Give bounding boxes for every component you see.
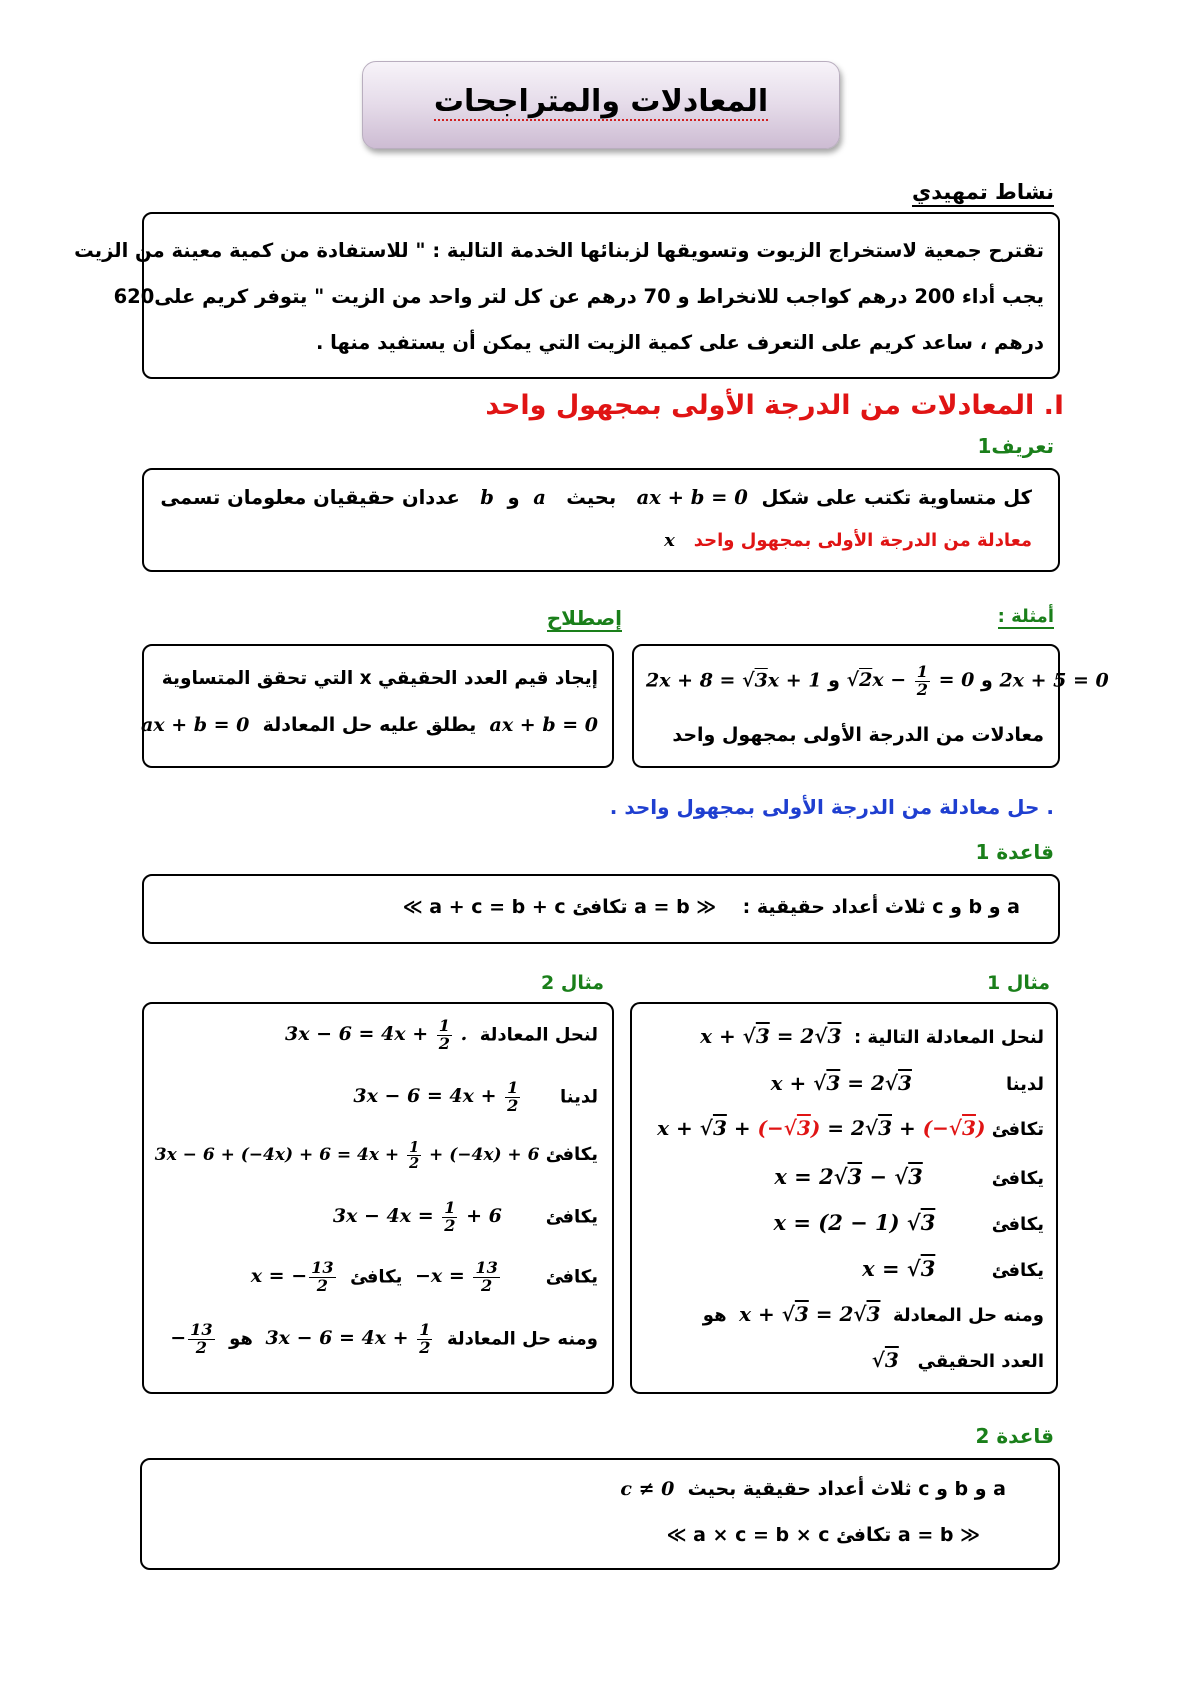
example2-row-6: ومنه حل المعادلة 3x − 6 = 4x + $\frac{1}{2}$ هو − $\frac{13}{2}$ (170, 1320, 598, 1357)
term-line-1: إيجاد قيم العدد الحقيقي x التي تحقق المتساوية (161, 668, 598, 689)
example2-row-1: لنحل المعادلة 3x − 6 = 4x + $\frac{1}{2}$ . (284, 1016, 598, 1053)
term-line-2 (141, 714, 598, 736)
definition-line-1 (160, 486, 1032, 509)
rule1-content (403, 896, 1020, 918)
definition-line-2 (664, 530, 1032, 551)
rule2-line-1: a و b و c ثلاث أعداد حقيقية بحيث c ≠ 0 (620, 1478, 1006, 1500)
term-label: إصطلاح (546, 606, 622, 630)
example2-box (142, 1002, 614, 1394)
definition-a: a (533, 486, 546, 509)
example1-row-7: ومنه حل المعادلة x + √3 = 2√3 هو (702, 1302, 1044, 1326)
definition-text: كل متساوية تكتب على شكل (761, 486, 1032, 509)
activity-box (74, 212, 1060, 379)
example2-row-3: يكافئ 3x − 6 + (−4x) + 6 = 4x + $\frac{1}{2}$ + (−4x) + 6 (154, 1139, 598, 1173)
example1-label: مثال 1 (987, 972, 1050, 994)
examples-caption: معادلات من الدرجة الأولى بمجهول واحد (672, 724, 1044, 746)
rule2-statement: ≪ a = b تكافئ a × c = b × c ≫ (666, 1524, 980, 1546)
example2-label: مثال 2 (541, 972, 604, 994)
title-banner (362, 61, 840, 149)
definition-b: b (480, 486, 494, 509)
term-equation-a: ax + b = 0 (489, 714, 598, 736)
definition-rest: عددان حقيقيان معلومان تسمى (160, 486, 460, 509)
definition-x: x (664, 530, 675, 551)
example1-row-1: لنحل المعادلة التالية : x + √3 = 2√3 (700, 1024, 1044, 1048)
activity-line-2: يجب أداء 200 درهم كواجب للانخراط و 70 درهم عن كل لتر واحد من الزيت " يتوفر كريم على620 (113, 285, 1044, 308)
activity-line-3: درهم ، ساعد كريم على التعرف على كمية الزيت التي يمكن أن يستفيد منها . (315, 331, 1044, 354)
rule2-box (140, 1458, 1060, 1570)
rule2-label: قاعدة 2 (975, 1424, 1054, 1448)
term-text: يطلق عليه حل المعادلة (262, 714, 477, 736)
rule1-box (142, 874, 1060, 944)
definition-where: بحيث (566, 486, 617, 509)
rule1-label: قاعدة 1 (975, 840, 1054, 864)
definition-label: تعريف1 (977, 434, 1054, 458)
examples-equations: 2x + 8 = √3x + 1 و √2x − $\frac{1}{2}$ = 0 و 2x + 5 = 0 (646, 662, 1109, 699)
activity-heading: نشاط تمهيدي (912, 180, 1054, 207)
section-heading: I. المعادلات من الدرجة الأولى بمجهول واحد (485, 390, 1064, 421)
example1-row-5: يكافئ x = (2 − 1) √3 (773, 1210, 1044, 1235)
definition-term: معادلة من الدرجة الأولى بمجهول واحد (693, 530, 1032, 551)
examples-label: أمثلة : (997, 606, 1054, 627)
example1-box (630, 1002, 1058, 1394)
term-equation-b: ax + b = 0 (140, 714, 250, 736)
definition-and: و (507, 486, 520, 509)
solve-heading: . حل معادلة من الدرجة الأولى بمجهول واحد . (609, 795, 1054, 819)
definition-box (142, 468, 1060, 572)
example2-row-5: يكافئ −x = $\frac{13}{2}$ يكافئ x = − $\frac{13}{2}$ (250, 1258, 598, 1295)
example1-row-4: يكافئ x = 2√3 − √3 (774, 1164, 1044, 1189)
rule1-statement: ≪ a = b تكافئ a + c = b + c ≫ (402, 896, 717, 918)
example1-row-8: العدد الحقيقي √3 (871, 1348, 1044, 1372)
definition-equation: ax + b = 0 (636, 486, 748, 509)
example1-row-3: تكافئ x + √3 + (−√3) = 2√3 + (−√3) (657, 1116, 1044, 1140)
page-title: المعادلات والمتراجحات (433, 84, 769, 119)
term-box (142, 644, 614, 768)
example2-row-2: لدينا 3x − 6 = 4x + $\frac{1}{2}$ (353, 1078, 598, 1115)
example2-row-4: يكافئ 3x − 4x = $\frac{1}{2}$ + 6 (332, 1198, 598, 1235)
examples-box (632, 644, 1109, 768)
example1-row-2: لدينا x + √3 = 2√3 (770, 1071, 1044, 1095)
example1-row-6: يكافئ x = √3 (862, 1256, 1044, 1281)
activity-line-1: تقترح جمعية لاستخراج الزيوت وتسويقها لزبنائها الخدمة التالية : " للاستفادة من كمية معينة من الزيت (74, 239, 1044, 262)
rule1-text: a و b و c ثلاث أعداد حقيقية : (742, 896, 1020, 918)
rule2-condition: c ≠ 0 (620, 1478, 675, 1500)
